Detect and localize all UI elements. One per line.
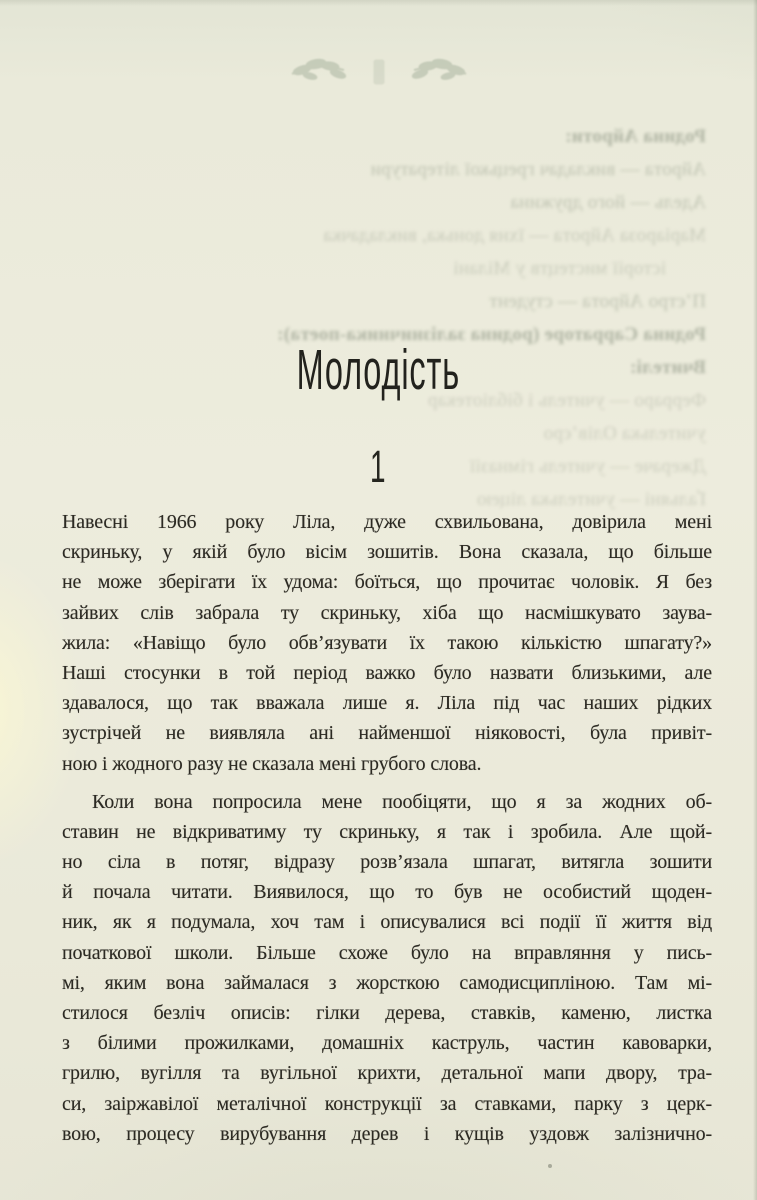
page-top-shadow bbox=[0, 0, 757, 6]
section-number-text: 1 bbox=[370, 441, 387, 492]
ghost-text-line: Ферраро — учитель і бібліотекар bbox=[427, 390, 706, 411]
text-line: жила: «Навіщо було обв’язувати їх такою кількістю шпагату?» bbox=[62, 631, 712, 654]
text-line: но сіла в потяг, відразу розв’язала шпагат, витягла зошити bbox=[62, 851, 712, 874]
text-line: й почала читати. Виявилося, що то був не особистий щоден- bbox=[62, 881, 712, 904]
ghost-text-line: Родина Сарраторе (родина залізничника-поета): bbox=[276, 324, 706, 345]
text-line: ною і жодного разу не сказала мені грубого слова. bbox=[62, 752, 482, 775]
page-right-shadow bbox=[753, 0, 757, 1200]
paragraph-1 bbox=[62, 507, 712, 779]
ghost-text-line: Родина Айроти: bbox=[564, 126, 706, 147]
text-line: ставин не відкриватиму ту скриньку, я так і зробила. Але щой- bbox=[62, 820, 712, 843]
section-number bbox=[0, 441, 757, 492]
text-line: ник, як я подумала, хоч там і описувалися всі події її життя від bbox=[62, 911, 712, 934]
text-line: з білими прожилками, домашніх каструль, частин кавоварки, bbox=[62, 1032, 712, 1055]
text-line: грилю, вугілля та вугільної крихти, детальної мапи двору, тра- bbox=[62, 1062, 712, 1085]
paragraph-2 bbox=[62, 787, 712, 1149]
text-line: зайвих слів забрала ту скриньку, хіба що насмішкувато заува- bbox=[62, 601, 712, 624]
ghost-text-line: Вчителі: bbox=[629, 357, 706, 378]
ghost-text-line: Джераче — учитель гімназії bbox=[469, 456, 706, 477]
text-line: вою, процесу вирубування дерев і кущів уздовж залізнично- bbox=[62, 1122, 712, 1145]
paper-speck bbox=[548, 1164, 552, 1168]
chapter-title-text: Молодість bbox=[296, 338, 461, 402]
text-line: Навесні 1966 року Ліла, дуже схвильована, довірила мені bbox=[62, 511, 712, 533]
text-line: си, заіржавілої металічної конструкції за ставками, парку з церк- bbox=[62, 1092, 712, 1115]
text-line: зустрічей не виявляла ані найменшої ніяковості, була привіт- bbox=[62, 722, 712, 745]
text-line: Коли вона попросила мене пообіцяти, що я за жодних об- bbox=[92, 790, 712, 813]
text-line: початкової школи. Більше схоже було на вправляння у пись- bbox=[62, 941, 712, 964]
text-line: Наші стосунки в той період важко було назвати близькими, але bbox=[62, 661, 712, 684]
ghost-text-line: Ґальяні — учителька ліцею bbox=[476, 489, 706, 510]
ghost-text-line: П’єтро Айрота — студент bbox=[489, 291, 706, 312]
ghost-text-line: Адель — його дружина bbox=[510, 192, 706, 213]
text-line: стилося безліч описів: гілки дерева, ставків, каменю, листка bbox=[62, 1002, 712, 1024]
ghost-text-line: Айрота — викладач грецької літератури bbox=[370, 159, 706, 180]
ghost-text-line: історії мистецтв у Мілані bbox=[453, 258, 666, 279]
body-text bbox=[62, 507, 712, 1149]
text-line: не може зберігати їх удома: боїться, що прочитає чоловік. Я без bbox=[62, 571, 712, 594]
ghost-text-line: Маріароза Айрота — їхня донька, викладачка bbox=[323, 225, 706, 246]
ghost-text-line: учителька Олів’єро bbox=[543, 423, 706, 444]
text-line: мі, яким вона займалася з жорсткою самодисципліною. Там мі- bbox=[62, 971, 712, 994]
floral-ornament-icon bbox=[286, 44, 472, 101]
text-line: скриньку, у якій було вісім зошитів. Вона сказала, що більше bbox=[62, 541, 712, 564]
text-line: здавалося, що так вважала лише я. Ліла під час наших рідких bbox=[62, 692, 712, 715]
